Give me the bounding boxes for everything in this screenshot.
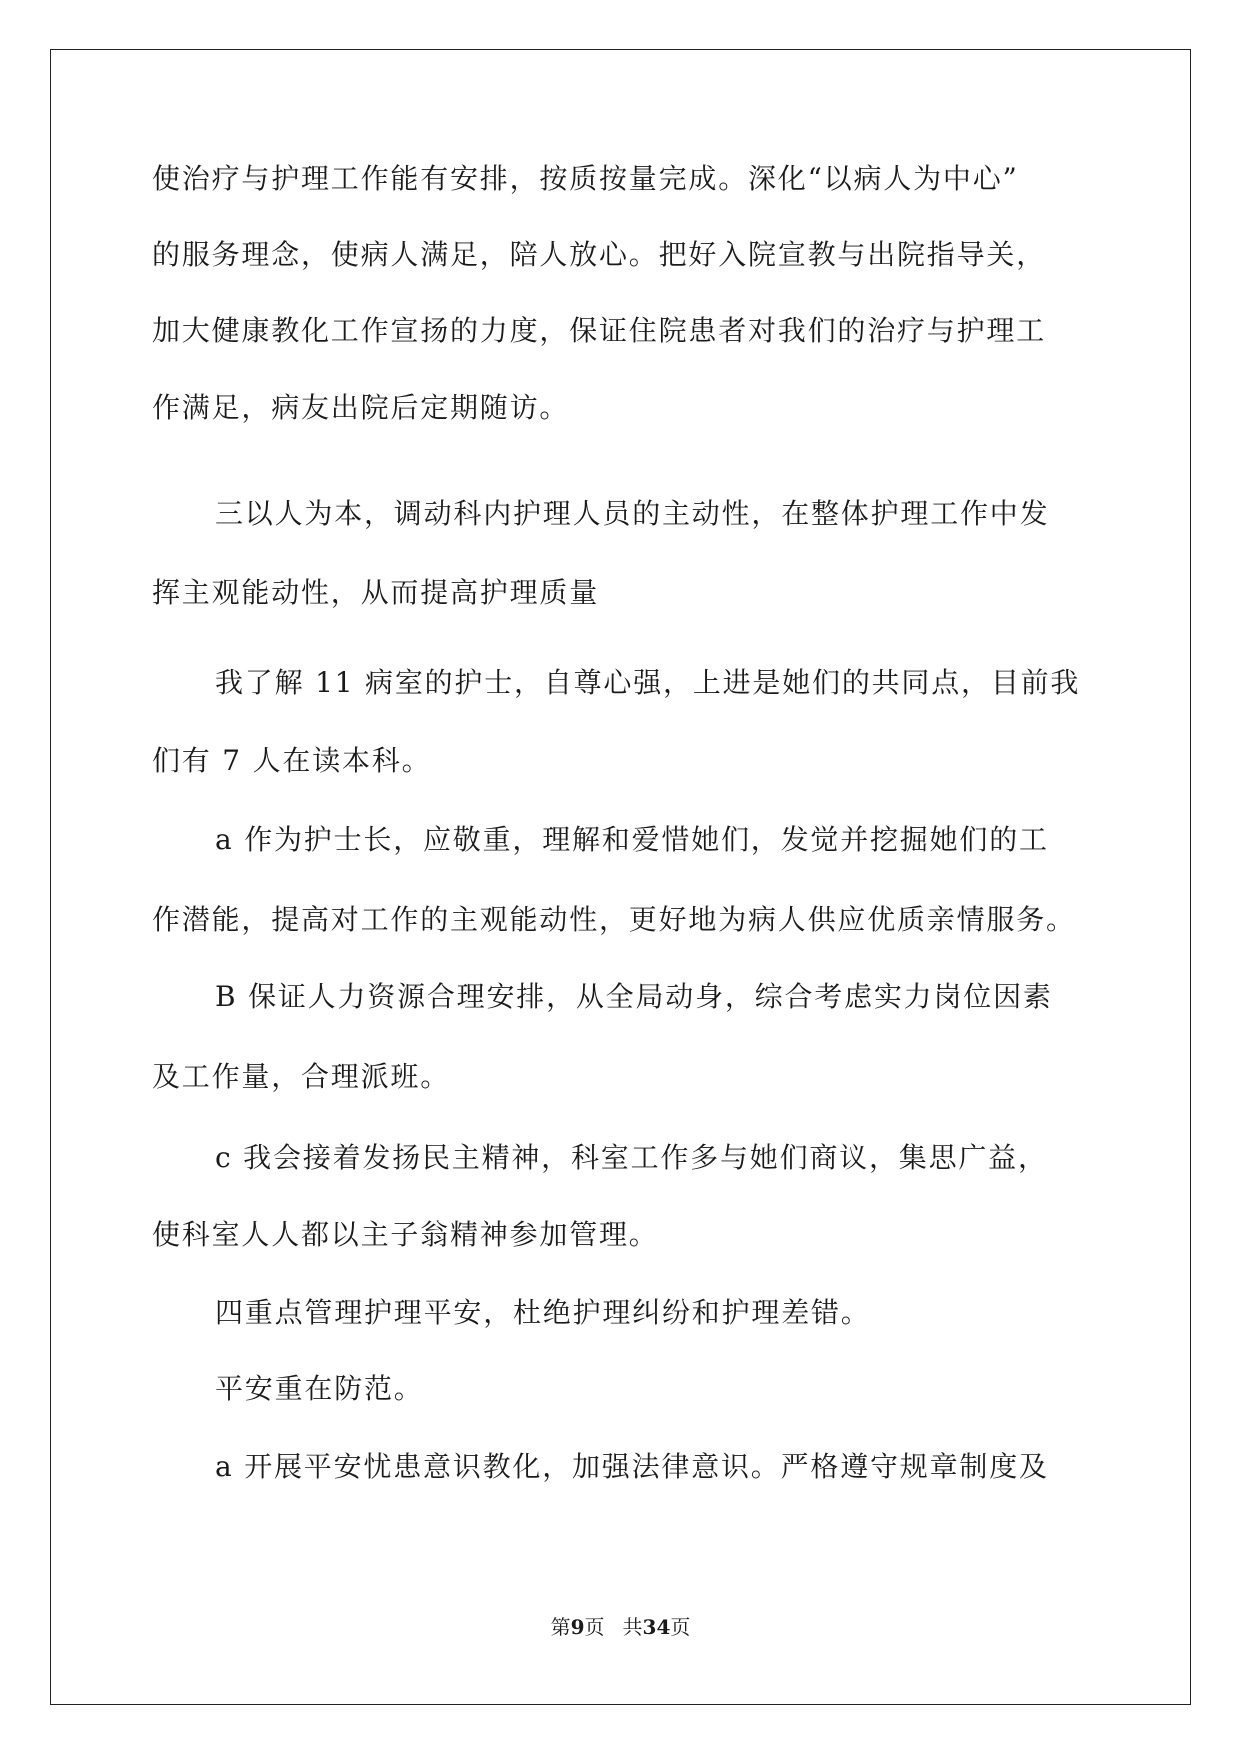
- text-line: 挥主观能动性，从而提高护理质量: [152, 576, 600, 609]
- page-footer: [0, 1614, 1241, 1640]
- page-suffix: 页: [584, 1615, 605, 1639]
- text-line: 作潜能，提高对工作的主观能动性，更好地为病人供应优质亲情服务。: [152, 903, 1076, 936]
- total-pages: 34: [642, 1615, 671, 1639]
- paragraph-start-line: 四重点管理护理平安，杜绝护理纠纷和护理差错。: [215, 1296, 871, 1329]
- text-line: 加大健康教化工作宣扬的力度，保证住院患者对我们的治疗与护理工: [152, 314, 1047, 347]
- total-prefix: 共: [622, 1615, 643, 1639]
- text-line: 使科室人人都以主子翁精神参加管理。: [152, 1218, 659, 1251]
- paragraph-start-line: c 我会接着发扬民主精神，科室工作多与她们商议，集思广益，: [215, 1141, 1048, 1174]
- paragraph-start-line: a 作为护士长，应敬重，理解和爱惜她们，发觉并挖掘她们的工: [215, 823, 1049, 856]
- paragraph-start-line: 平安重在防范。: [215, 1372, 424, 1405]
- total-suffix: 页: [670, 1615, 691, 1639]
- text-line: 作满足，病友出院后定期随访。: [152, 391, 570, 424]
- paragraph-start-line: 我了解 11 病室的护士，自尊心强，上进是她们的共同点，目前我: [215, 666, 1081, 699]
- paragraph-start-line: B 保证人力资源合理安排，从全局动身，综合考虑实力岗位因素: [215, 980, 1053, 1013]
- page-prefix: 第: [550, 1615, 571, 1639]
- page-number: 9: [570, 1615, 585, 1639]
- text-line: 使治疗与护理工作能有安排，按质按量完成。深化“以病人为中心”: [152, 162, 1019, 195]
- text-line: 及工作量，合理派班。: [152, 1060, 451, 1093]
- text-line: 的服务理念，使病人满足，陪人放心。把好入院宣教与出院指导关，: [152, 238, 1047, 271]
- paragraph-start-line: a 开展平安忧患意识教化，加强法律意识。严格遵守规章制度及: [215, 1450, 1049, 1483]
- text-line: 们有 7 人在读本科。: [152, 744, 432, 777]
- paragraph-start-line: 三以人为本，调动科内护理人员的主动性，在整体护理工作中发: [215, 497, 1050, 530]
